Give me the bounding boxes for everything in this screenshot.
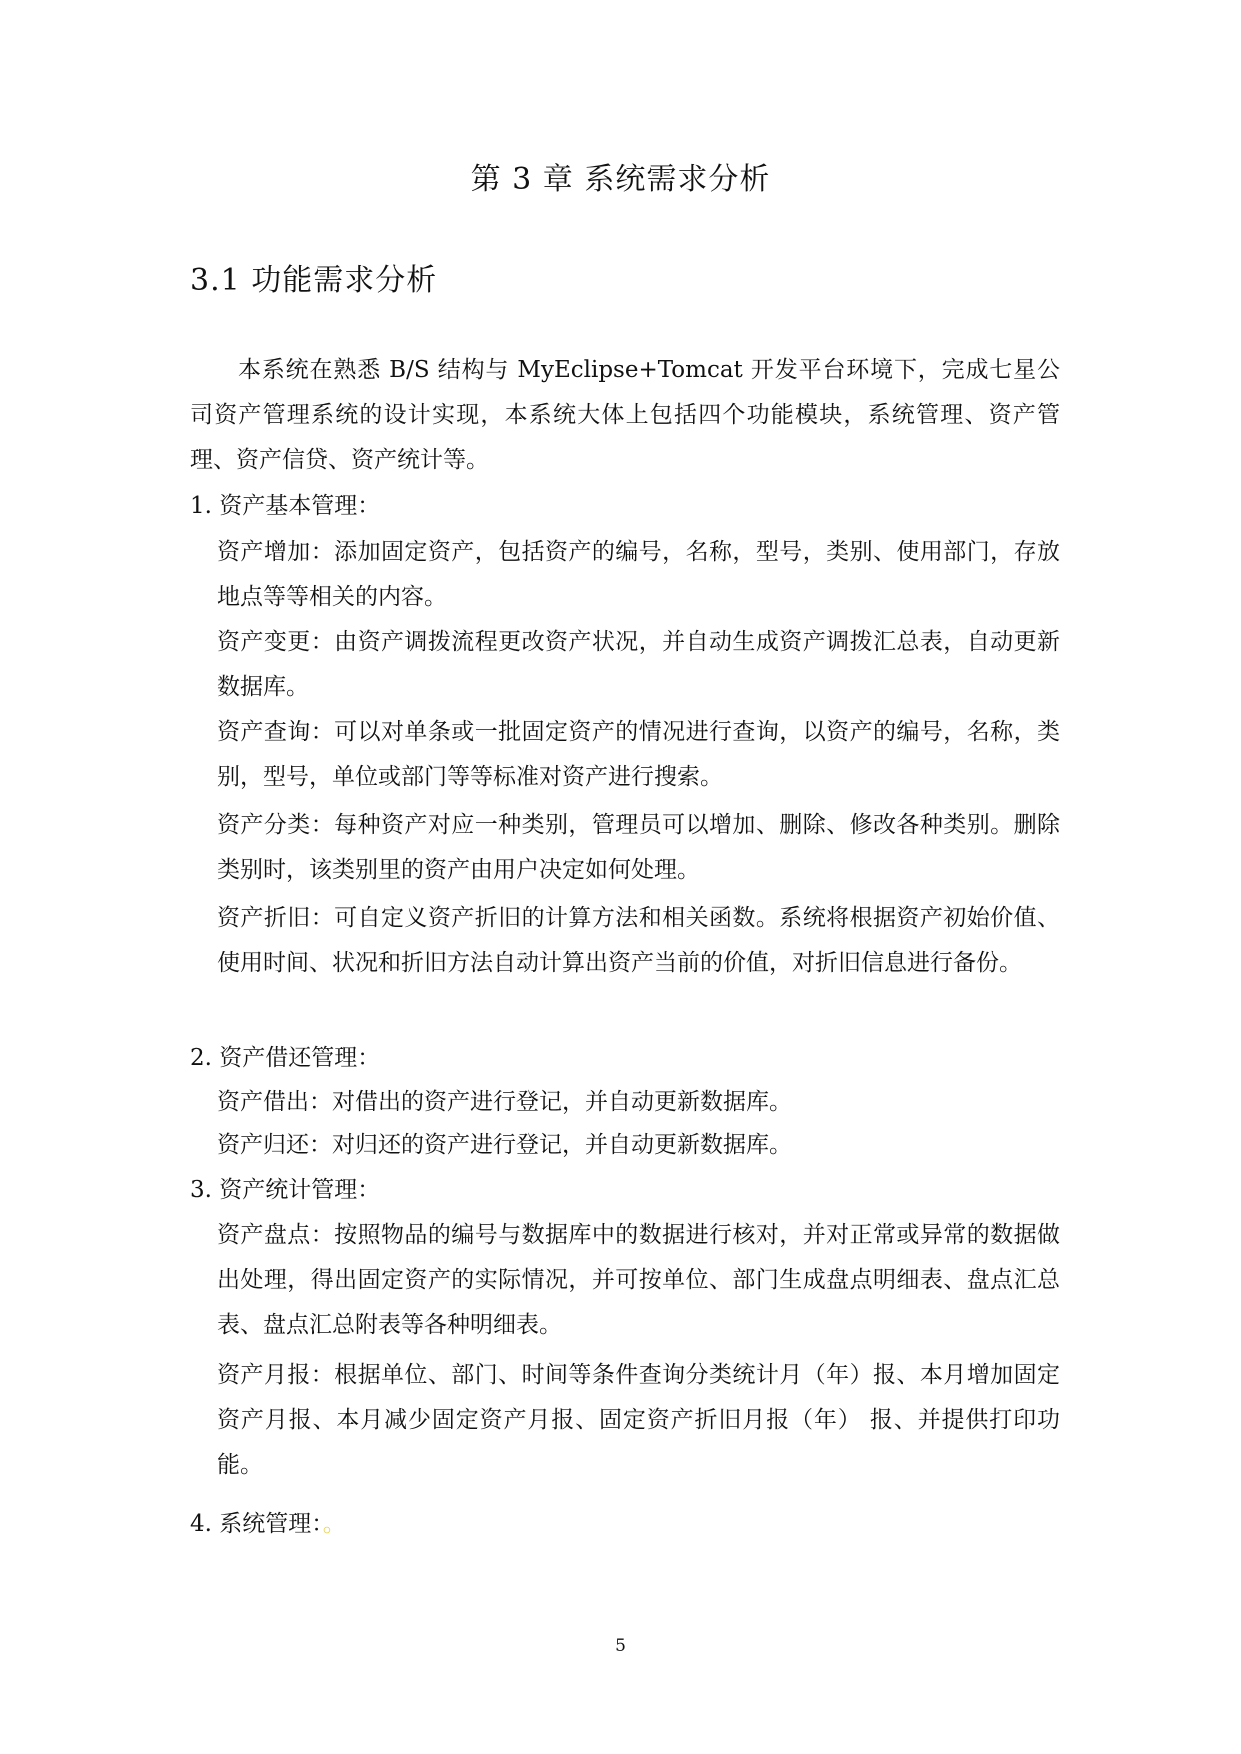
- chapter-title: 第 3 章 系统需求分析: [470, 162, 771, 197]
- sub-asset-query: 资产查询：可以对单条或一批固定资产的情况进行查询，以资产的编号，名称，类别，型号，单位或部门等等标准对资产进行搜索。: [217, 719, 1060, 790]
- sub-asset-category: 资产分类：每种资产对应一种类别，管理员可以增加、删除、修改各种类别。删除类别时，该类别里的资产由用户决定如何处理。: [217, 812, 1060, 883]
- intro-paragraph: 本系统在熟悉 B/S 结构与 MyEclipse+Tomcat 开发平台环境下，完成七星公司资产管理系统的设计实现，本系统大体上包括四个功能模块，系统管理、资产管理、资产信贷、资产统计等。: [190, 357, 1060, 473]
- item-heading-asset-lending: 2. 资产借还管理：: [190, 1045, 381, 1071]
- item-heading-text: 4. 系统管理：: [190, 1511, 323, 1537]
- highlight-mark: 。: [322, 1511, 346, 1537]
- sub-asset-add: 资产增加：添加固定资产，包括资产的编号，名称，型号，类别、使用部门，存放地点等等相关的内容。: [217, 539, 1060, 610]
- item-heading-asset-statistics: 3. 资产统计管理：: [190, 1177, 381, 1203]
- sub-asset-inventory: 资产盘点：按照物品的编号与数据库中的数据进行核对，并对正常或异常的数据做出处理，得出固定资产的实际情况，并可按单位、部门生成盘点明细表、盘点汇总表、盘点汇总附表等各种明细表。: [217, 1222, 1060, 1338]
- section-title: 3.1 功能需求分析: [190, 263, 438, 298]
- sub-asset-depreciation: 资产折旧：可自定义资产折旧的计算方法和相关函数。系统将根据资产初始价值、使用时间、状况和折旧方法自动计算出资产当前的价值，对折旧信息进行备份。: [217, 905, 1060, 976]
- item-heading-asset-basic: 1. 资产基本管理：: [190, 493, 381, 519]
- page-number: 5: [615, 1636, 626, 1656]
- sub-asset-change: 资产变更：由资产调拨流程更改资产状况，并自动生成资产调拨汇总表，自动更新数据库。: [217, 629, 1060, 700]
- sub-asset-lend: 资产借出：对借出的资产进行登记，并自动更新数据库。: [217, 1089, 792, 1115]
- sub-asset-monthly-report: 资产月报：根据单位、部门、时间等条件查询分类统计月（年）报、本月增加固定资产月报、本月减少固定资产月报、固定资产折旧月报（年） 报、并提供打印功能。: [217, 1362, 1060, 1478]
- item-heading-system-management: [190, 1502, 346, 1547]
- sub-asset-return: 资产归还：对归还的资产进行登记，并自动更新数据库。: [217, 1132, 792, 1158]
